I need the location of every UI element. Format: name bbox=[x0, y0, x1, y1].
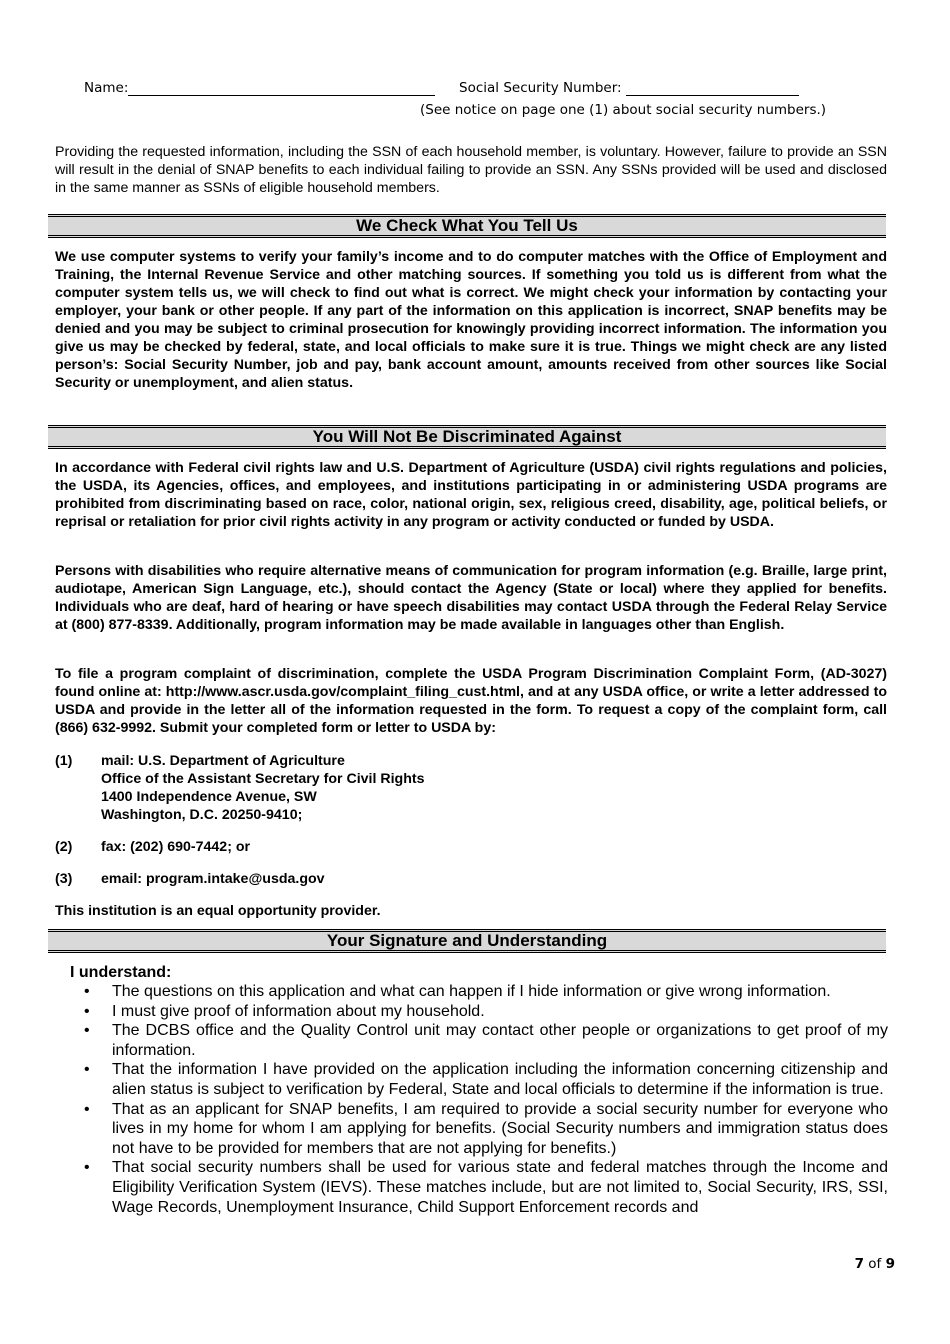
page-of: of bbox=[868, 1256, 882, 1272]
email-text: email: program.intake@usda.gov bbox=[101, 871, 325, 887]
fax-number: (2) bbox=[55, 839, 73, 855]
mail-line-1: mail: U.S. Department of Agriculture bbox=[101, 753, 345, 769]
section-heading-signature: Your Signature and Understanding bbox=[48, 929, 886, 953]
page-number bbox=[855, 1256, 895, 1272]
equal-opportunity-statement: This institution is an equal opportunity provider. bbox=[55, 903, 381, 919]
list-item: • The DCBS office and the Quality Control unit may contact other people or organizations to get proof of my information. bbox=[84, 1022, 888, 1059]
check-paragraph: We use computer systems to verify your family’s income and to do computer matches with the Office of Employment and Training, the Internal Revenue Service and other matching sources. If something you told us is different from what the computer system tells us, we will check to find out what is correct. We might check your information by contacting your employer, your bank or other people. If any part of the information on this application is incorrect, SNAP benefits may be denied and you may be subject to criminal prosecution for knowingly providing incorrect information. The information you give us may be checked by federal, state, and local officials to make sure it is true. Things we might check are any listed person’s: Social Security Number, job and pay, bank account amount, amounts received from other sources like Social Security or unemployment, and alien status. bbox=[55, 249, 887, 391]
email-number: (3) bbox=[55, 871, 73, 887]
bullet-icon: • bbox=[84, 1002, 90, 1020]
bullet-icon: • bbox=[84, 983, 90, 1000]
understand-heading: I understand: bbox=[70, 964, 172, 981]
ssn-line[interactable] bbox=[626, 81, 799, 96]
list-item: • I must give proof of information about my household. bbox=[84, 1002, 485, 1020]
ssn-note: (See notice on page one (1) about social security numbers.) bbox=[420, 102, 827, 118]
email-line bbox=[55, 870, 555, 888]
mail-address bbox=[55, 752, 555, 824]
mail-line-4: Washington, D.C. 20250-9410; bbox=[101, 807, 303, 823]
mail-number: (1) bbox=[55, 753, 73, 769]
list-item: • That as an applicant for SNAP benefits, I am required to provide a social security number for everyone who lives in my home for whom I am applying for benefits. (Social Security numbers and immigration status does not have to be provided for members that are not applying for benefits.) bbox=[84, 1100, 888, 1157]
section-heading-check: We Check What You Tell Us bbox=[48, 214, 886, 238]
discrimination-paragraph-3: To file a program complaint of discrimination, complete the USDA Program Discrimination Complaint Form, (AD-3027) found online at: http://www.ascr.usda.gov/complaint_filing_cust.html, and at any USDA office, or write a letter addressed to USDA and provide in the letter all of the information requested in the form. To request a copy of the complaint form, call (866) 632-9992. Submit your completed form or letter to USDA by: bbox=[55, 666, 887, 736]
mail-line-3: 1400 Independence Avenue, SW bbox=[101, 789, 317, 805]
name-field bbox=[84, 80, 435, 96]
name-label: Name: bbox=[84, 80, 129, 96]
list-item: • That social security numbers shall be used for various state and federal matches through the Income and Eligibility Verification System (IEVS). These matches include, but are not limited to, Social Security, IRS, SSI, Wage Records, Unemployment Insurance, Child Support Enforcement records and bbox=[84, 1159, 888, 1216]
bullet-icon: • bbox=[84, 1100, 90, 1118]
intro-paragraph: Providing the requested information, including the SSN of each household member, is voluntary. However, failure to provide an SSN will result in the denial of SNAP benefits to each individual failing to provide an SSN. Any SSNs provided will be used and disclosed in the same manner as SSNs of eligible household members. bbox=[55, 144, 887, 196]
bullet-icon: • bbox=[84, 1061, 90, 1079]
ssn-label: Social Security Number: bbox=[459, 80, 622, 96]
name-line[interactable] bbox=[128, 81, 435, 96]
mail-line-2: Office of the Assistant Secretary for Civil Rights bbox=[101, 771, 425, 787]
section-heading-discrimination: You Will Not Be Discriminated Against bbox=[48, 425, 886, 449]
discrimination-paragraph-2: Persons with disabilities who require alternative means of communication for program information (e.g. Braille, large print, audiotape, American Sign Language, etc.), should contact the Agency (State or local) where they applied for benefits. Individuals who are deaf, hard of hearing or have speech disabilities may contact USDA through the Federal Relay Service at (800) 877-8339. Additionally, program information may be made available in languages other than English. bbox=[55, 563, 887, 633]
list-item: • That the information I have provided on the application including the information concerning citizenship and alien status is subject to verification by Federal, State and local officials to determine if the information is true. bbox=[84, 1061, 888, 1098]
ssn-field bbox=[459, 80, 799, 96]
understanding-list bbox=[84, 982, 888, 1217]
discrimination-paragraph-1: In accordance with Federal civil rights law and U.S. Department of Agriculture (USDA) civil rights regulations and policies, the USDA, its Agencies, offices, and employees, and institutions participating in or administering USDA programs are prohibited from discriminating based on race, color, national origin, sex, religious creed, disability, age, political beliefs, or reprisal or retaliation for prior civil rights activity in any program or activity conducted or funded by USDA. bbox=[55, 460, 887, 530]
fax-text: fax: (202) 690-7442; or bbox=[101, 839, 251, 855]
fax-line bbox=[55, 838, 555, 856]
bullet-icon: • bbox=[84, 1022, 90, 1040]
list-item: • The questions on this application and what can happen if I hide information or give wrong information. bbox=[84, 983, 831, 1000]
page-total: 9 bbox=[885, 1256, 895, 1272]
page-current: 7 bbox=[854, 1256, 864, 1272]
bullet-icon: • bbox=[84, 1159, 90, 1177]
